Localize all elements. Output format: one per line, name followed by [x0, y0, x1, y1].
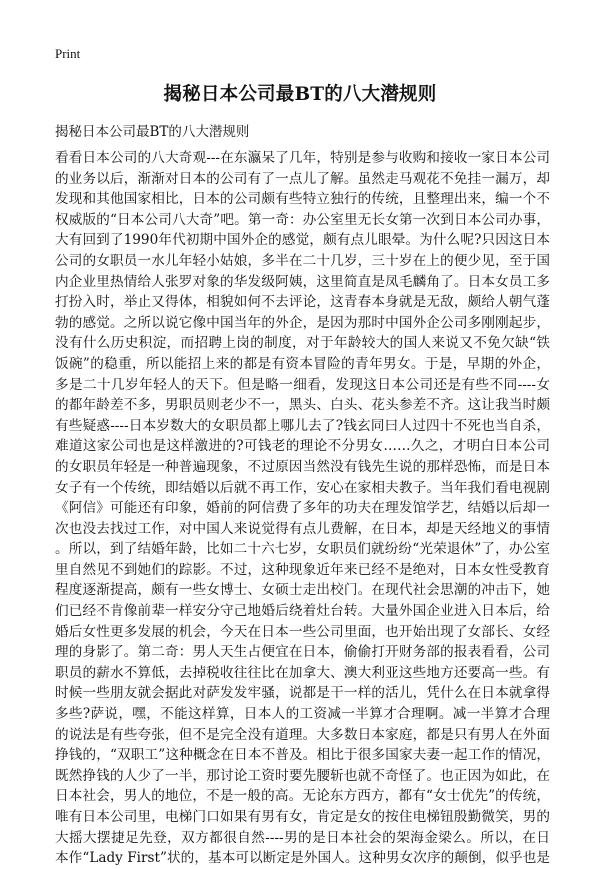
- body-line: 勃的感觉。之所以说它像中国当年的外企，是因为那时中国外企公司多刚刚起步，: [55, 314, 550, 331]
- article-body: [55, 148, 550, 869]
- body-line: 们已经不肯像前辈一样安分守己地婚后绕着灶台转。大量外国企业进入日本后，给: [55, 603, 550, 620]
- body-line: 的说法是有些夸张，但不是完全没有道理。大多数日本家庭，都是只有男人在外面: [55, 726, 550, 743]
- body-line: 日本社会，男人的地位，不是一般的高。无论东方西方，都有“女士优先”的传统，: [55, 788, 550, 805]
- body-line: 女子有一个传统，即结婚以后就不再工作，安心在家相夫教子。当年我们看电视剧: [55, 479, 550, 496]
- body-line: 有些疑惑----日本岁数大的女职员都上哪儿去了?钱玄同曰人过四十不死也当自杀，: [55, 417, 550, 434]
- body-line: 发现和其他国家相比，日本的公司颇有些特立独行的传统，且整理出来，编一个不: [55, 191, 550, 208]
- article-subtitle: 揭秘日本公司最BT的八大潜规则: [55, 124, 250, 140]
- body-line: 多是二十几岁年轻人的天下。但是略一细看，发现这日本公司还是有些不同----女: [55, 376, 550, 393]
- body-line: 唯有日本公司里，电梯门口如果有男有女，肯定是女的按住电梯钮殷勤微笑，男的: [55, 809, 550, 825]
- body-line: 的女职员年轻是一种普遍现象，不过原因当然没有钱先生说的那样恐怖，而是日本: [55, 458, 550, 475]
- body-line: 挣钱的，“双职工”这种概念在日本不普及。相比于很多国家夫妻一起工作的情况，: [55, 747, 550, 764]
- body-line: 的都年龄差不多，男职员则老少不一，黑头、白头、花头参差不齐。这让我当时颇: [55, 397, 550, 414]
- body-line: 理的身影了。第二奇：男人天生占便宜在日本，偷偷打开财务部的报表看看，公司: [55, 644, 550, 661]
- body-line: 难道这家公司也是这样激进的?可钱老的理论不分男女……久之，才明白日本公司: [55, 438, 550, 455]
- body-line: 时候一些朋友就会据此对萨发发牢骚，说都是干一样的活儿，凭什么在日本就拿得: [55, 685, 550, 702]
- article-title: 揭秘日本公司最BT的八大潜规则: [163, 84, 437, 105]
- body-line: 《阿信》可能还有印象，婚前的阿信费了多年的功夫在理发馆学艺，结婚以后却一: [55, 500, 550, 517]
- body-line: 饭碗”的稳重，所以能招上来的都是有资本冒险的青年男女。于是，早期的外企，: [55, 355, 550, 372]
- body-line: 次也没去找过工作，对中国人来说觉得有点儿费解，在日本，却是天经地义的事情: [55, 520, 550, 537]
- body-line: 看看日本公司的八大奇观---在东瀛呆了几年，特别是参与收购和接收一家日本公司: [55, 150, 550, 166]
- body-line: 既然挣钱的人少了一半，那讨论工资时要先腰斩也就不奇怪了。也正因为如此，在: [55, 767, 550, 784]
- body-line: 里自然见不到她们的踪影。不过，这种现象近年来已经不是绝对，日本女性受教育: [55, 561, 550, 578]
- body-line: 公司的女职员一水儿年轻小姑娘，多半在二十几岁，三十岁在上的便少见，至于国: [55, 252, 550, 269]
- body-line: 大有回到了1990年代初期中国外企的感觉，颇有点儿眼晕。为什么呢?只因这日本: [55, 232, 550, 249]
- body-line: 多些?萨说，嘿，不能这样算，日本人的工资减一半算才合理啊。减一半算才合理: [55, 706, 550, 723]
- body-line: 职员的薪水不算低，去掉税收往往比在加拿大、澳大利亚这些地方还要高一些。有: [55, 664, 550, 681]
- body-line: 权威版的“日本公司八大奇”吧。第一奇：办公室里无长女第一次到日本公司办事，: [55, 211, 550, 228]
- body-line: 本作“Lady First”状的，基本可以断定是外国人。这种男女次序的颠倒，似乎也是: [55, 850, 550, 867]
- body-line: 程度逐渐提高，颇有一些女博士、女硕士走出校门。在现代社会思潮的冲击下，她: [55, 582, 550, 599]
- body-line: 内企业里热情给人张罗对象的华发级阿姨，这里简直是凤毛麟角了。日本女员工多: [55, 273, 550, 290]
- print-link[interactable]: Print: [55, 46, 81, 61]
- body-line: 大摇大摆捷足先登，双方都很自然----男的是日本社会的架海金梁么。所以，在日: [55, 829, 550, 846]
- body-line: 。所以，到了结婚年龄，比如二十六七岁，女职员们就纷纷“光荣退休”了，办公室: [55, 541, 550, 558]
- body-line: 婚后女性更多发展的机会，今天在日本一些公司里面，也开始出现了女部长、女经: [55, 623, 550, 640]
- body-line: 打扮入时，举止又得体，相貌如何不去评论，这青春本身就是无敌，颇给人朝气蓬: [55, 294, 550, 311]
- body-line: 没有什么历史积淀，而招聘上岗的制度，对于年龄较大的国人来说又不免欠缺“铁: [55, 335, 550, 352]
- body-line: 的业务以后，渐渐对日本的公司有了一点儿了解。虽然走马观花不免挂一漏万，却: [55, 170, 550, 187]
